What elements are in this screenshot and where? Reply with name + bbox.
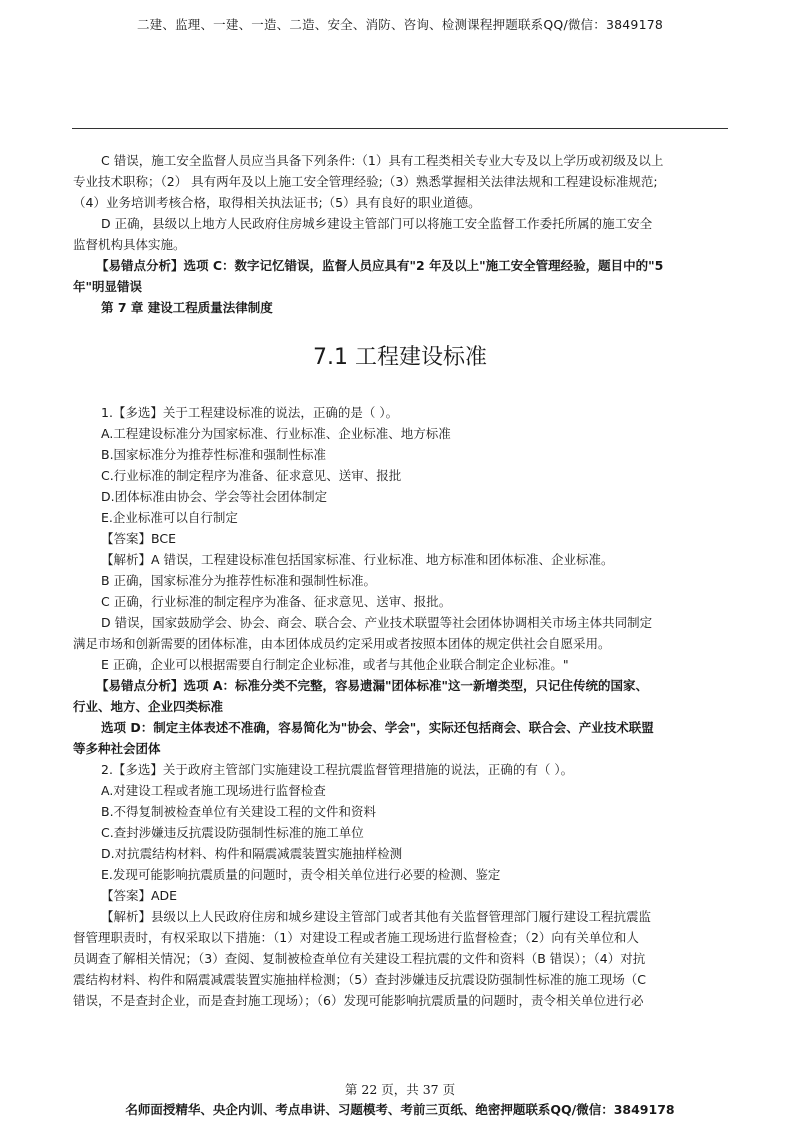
explanation-line: 震结构材料、构件和隔震减震装置实施抽样检测；（5）查封涉嫌违反抗震设防强制性标准的施工现场（C — [73, 972, 646, 987]
text-line: （4）业务培训考核合格，取得相关执法证书;（5）具有良好的职业道德。 — [73, 195, 481, 210]
explanation-line: D 错误，国家鼓励学会、协会、商会、联合会、产业技术联盟等社会团体协调相关市场主体共同制定 — [101, 615, 653, 630]
explanation-line: B 正确，国家标准分为推荐性标准和强制性标准。 — [101, 573, 377, 588]
option: E.发现可能影响抗震质量的问题时，责令相关单位进行必要的检测、鉴定 — [101, 867, 501, 882]
option: C.查封涉嫌违反抗震设防强制性标准的施工单位 — [101, 825, 364, 840]
option: D.团体标准由协会、学会等社会团体制定 — [101, 489, 328, 504]
error-analysis: 选项 D：制定主体表述不准确，容易简化为"协会、学会"，实际还包括商会、联合会、产业技术联盟 — [101, 720, 654, 735]
answer: 【答案】ADE — [101, 888, 178, 903]
error-analysis: 【易错点分析】选项 A：标准分类不完整，容易遗漏"团体标准"这一新增类型，只记住传统的国家、 — [96, 678, 649, 693]
option: A.工程建设标准分为国家标准、行业标准、企业标准、地方标准 — [101, 426, 451, 441]
text-line: 专业技术职称；（2） 具有两年及以上施工安全管理经验;（3）熟悉掌握相关法律法规和工程建设标准规范; — [73, 174, 658, 189]
header-divider — [72, 128, 728, 129]
explanation-line: 督管理职责时，有权采取以下措施：（1）对建设工程或者施工现场进行监督检查；（2）向有关单位和人 — [73, 930, 639, 945]
explanation-line: 【解析】A 错误，工程建设标准包括国家标准、行业标准、地方标准和团体标准、企业标准。 — [101, 552, 614, 567]
section-title: 7.1 工程建设标准 — [313, 345, 487, 370]
option: E.企业标准可以自行制定 — [101, 510, 238, 525]
explanation-line: 【解析】县级以上人民政府住房和城乡建设主管部门或者其他有关监督管理部门履行建设工程抗震监 — [101, 909, 652, 924]
error-analysis: 年"明显错误 — [73, 279, 143, 294]
explanation-line: 满足市场和创新需要的团体标准，由本团体成员约定采用或者按照本团体的规定供社会自愿采用。 — [73, 636, 611, 651]
error-analysis: 【易错点分析】选项 C：数字记忆错误，监督人员应具有"2 年及以上"施工安全管理经验，题目中的"5 — [96, 258, 664, 273]
option: C.行业标准的制定程序为准备、征求意见、送审、报批 — [101, 468, 402, 483]
explanation-line: 员调查了解相关情况；（3）查阅、复制被检查单位有关建设工程抗震的文件和资料（B 错误）；（4）对抗 — [73, 951, 646, 966]
page-footer: 名师面授精华、央企内训、考点串讲、习题模考、考前三页纸、绝密押题联系QQ/微信：3849178 — [125, 1102, 675, 1117]
answer: 【答案】BCE — [101, 531, 176, 546]
explanation-line: C 正确，行业标准的制定程序为准备、征求意见、送审、报批。 — [101, 594, 452, 609]
page-number: 第 22 页，共 37 页 — [344, 1082, 456, 1097]
error-analysis: 等多种社会团体 — [73, 741, 161, 756]
page-header: 二建、监理、一建、一造、二造、安全、消防、咨询、检测课程押题联系QQ/微信：3849178 — [136, 17, 664, 32]
document-body — [73, 150, 728, 1011]
question-stem: 2.【多选】关于政府主管部门实施建设工程抗震监督管理措施的说法，正确的有（ ）。 — [101, 762, 574, 777]
option: D.对抗震结构材料、构件和隔震减震装置实施抽样检测 — [101, 846, 403, 861]
explanation-line: E 正确，企业可以根据需要自行制定企业标准，或者与其他企业联合制定企业标准。" — [101, 657, 569, 672]
option: A.对建设工程或者施工现场进行监督检查 — [101, 783, 326, 798]
option: B.不得复制被检查单位有关建设工程的文件和资料 — [101, 804, 377, 819]
chapter-title: 第 7 章 建设工程质量法律制度 — [101, 300, 273, 315]
question-stem: 1.【多选】关于工程建设标准的说法，正确的是（ ）。 — [101, 405, 399, 420]
text-line: 监督机构具体实施。 — [73, 237, 186, 252]
error-analysis: 行业、地方、企业四类标准 — [73, 699, 224, 714]
explanation-line: 错误，不是查封企业，而是查封施工现场）；（6）发现可能影响抗震质量的问题时，责令相关单位进行必 — [73, 993, 644, 1008]
text-line: D 正确，县级以上地方人民政府住房城乡建设主管部门可以将施工安全监督工作委托所属的施工安全 — [101, 216, 653, 231]
text-line: C 错误，施工安全监督人员应当具备下列条件:（1）具有工程类相关专业大专及以上学历或初级及以上 — [101, 153, 664, 168]
option: B.国家标准分为推荐性标准和强制性标准 — [101, 447, 327, 462]
